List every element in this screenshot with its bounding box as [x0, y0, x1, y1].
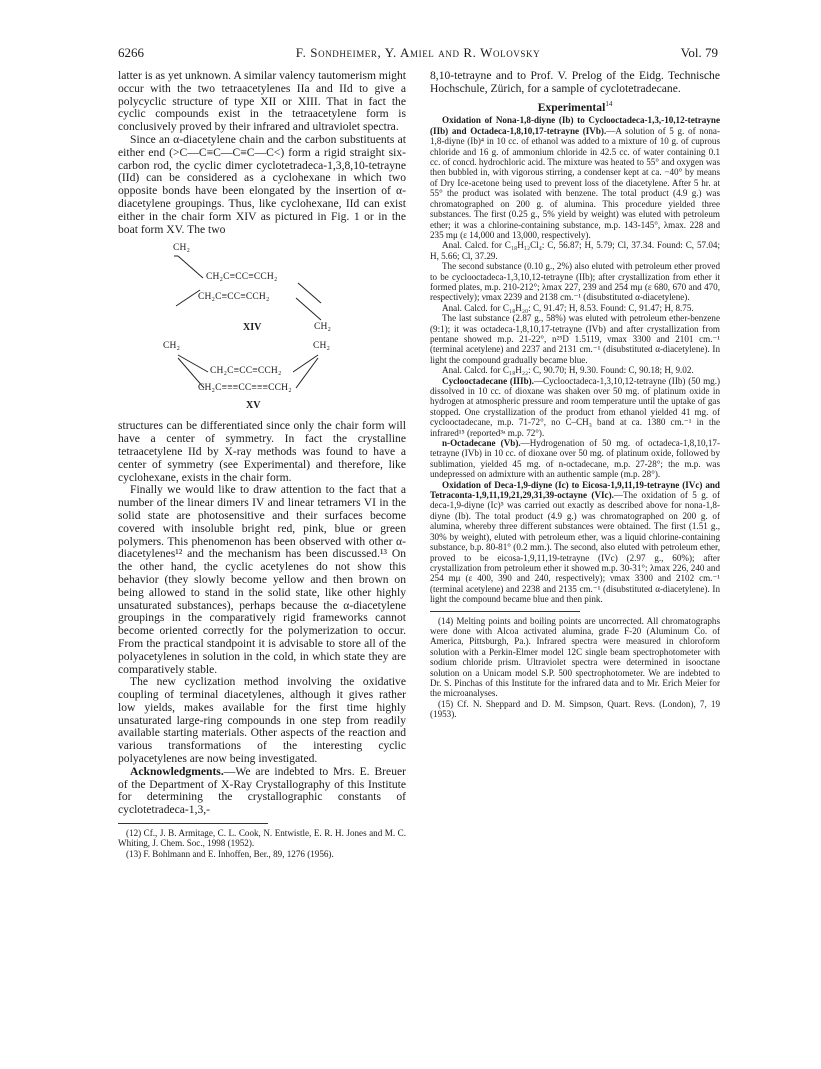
ack-text: —We are indebted to Mrs. E. Breuer of the Department of X-Ray Crystallography of this Institute for determining the crystallographic constants of cyclotetradeca-1,3,- — [118, 764, 406, 817]
xv-lower-chain: CH₂C≡≡≡CC≡≡≡CCH₂ — [198, 383, 292, 394]
xv-right-ch2: CH₂ — [313, 341, 331, 352]
xiv-label: XIV — [243, 322, 262, 334]
left-column — [118, 70, 406, 859]
page-number: 6266 — [118, 45, 144, 60]
figure-chair-boat-structures — [118, 240, 406, 463]
xiv-bottom-ch2: CH₂ — [314, 322, 332, 333]
xv-label: XV — [246, 400, 261, 412]
oxidation-decadiyne — [430, 480, 720, 605]
paragraph-cyclization-method: The new cyclization method involving the oxidative coupling of terminal diacetylenes, although it gives rather low yields, makes available for the first time highly unsaturated large-ring compounds in one step from readily available starting materials. Other aspects of the reaction and various transformations of the interesting cyclic polyacetylenes are now being investigated. — [118, 675, 406, 766]
cyclooctadecane-heading: Cyclooctadecane (IIIb). — [442, 375, 534, 386]
xiv-top-ch2: CH₂ — [173, 243, 191, 254]
paragraph-photosensitive: Finally we would like to draw attention to the fact that a number of the linear dimers IV and linear tetramers VI in the solid state are photosensitive and their surfaces become covered with insoluble bright red, pink, blue or green polymers. This phenomenon has been observed with other α-diacetylenes¹² and the mechanism has been discussed.¹³ On the other hand, the cyclic acetylenes do not show this behavior (they slowly become yellow and then brown on being allowed to stand in the solid state, like other highly unsaturated substances), perhaps because the α-diacetylene groupings in the comparatively rigid frameworks cannot become oriented correctly for the polymerization to occur. From the practical standpoint it is advisable to store all of the polyacetylenes in solution in the cold, in which state they are comparatively stable. — [118, 483, 406, 676]
oxidation-decadiyne-text: —The oxidation of 5 g. of deca-1,9-diyne (Ic)⁵ was carried out exactly as described above for nona-1,8-diyne (Ib). The total product (4.9 g.) was chromatographed on 200 g. of alumina, whereby three different substances were obtained. The first (1.51 g., 30% by weight), eluted with petroleum ether, was a liquid chlorine-containing substance, b.p. 80-81° (0.2 mm.). The second, also eluted with petroleum ether, proved to be eicosa-1,9,11,19-tetrayne (IVc) (2.97 g., 60%); after crystallization from petroleum ether it showed m.p. 30-31°; λmax 226, 240 and 254 mμ (ε 400, 390 and 240, respectively); νmax 3300 and 2102 cm.⁻¹ (terminal acetylene) and 2238 and 2135 cm.⁻¹ (disubstituted α-diacetylene). In light the compound became blue and then pink. — [430, 490, 721, 605]
footnote-12: (12) Cf., J. B. Armitage, C. L. Cook, N. Entwistle, E. R. H. Jones and M. C. Whiting, J. Chem. Soc., 1998 (1952). — [118, 828, 406, 849]
paragraph-ack-continued: 8,10-tetrayne and to Prof. V. Prelog of the Eidg. Technische Hochschule, Zürich, for a sample of cyclotetradecane. — [430, 69, 720, 95]
oxidation-decadiyne-heading: Oxidation of Deca-1,9-diyne (Ic) to Eicosa-1,9,11,19-tetrayne (IVc) and Tetraconta-1,9,11,19,21,29,31,39-octayne (VIc). — [430, 479, 720, 501]
footnote-15: (15) Cf. N. Sheppard and D. M. Simpson, Quart. Revs. (London), 7, 19 (1953). — [430, 698, 720, 720]
footnotes-right — [430, 616, 720, 720]
footnote-rule-right — [430, 611, 580, 612]
last-substance: The last substance (2.87 g., 58%) was eluted with petroleum ether-benzene (9:1); it was octadeca-1,8,10,17-tetrayne (IVb) and after crystallization from pentane showed m.p. 21-22°, n²⁵D 1.5119, νmax 3300 and 2101 cm.⁻¹ (terminal acetylene) and 2237 and 2131 cm.⁻¹ (disubstituted α-diacetylene). In light the compound gradually became blue. — [430, 313, 720, 365]
analysis-3: Anal. Calcd. for C₁₈H₂₂: C, 90.70; H, 9.30. Found: C, 90.18; H, 9.02. — [442, 365, 694, 376]
experimental-section — [430, 115, 720, 604]
running-header — [118, 45, 718, 61]
experimental-title: Experimental — [537, 100, 606, 114]
oxidation-nonadiyne-text: —A solution of 5 g. of nona-1,8-diyne (Ib)⁴ in 10 cc. of ethanol was added to a mixture of 10 g. of cuprous chloride and 16 g. of ammonium chloride in 42.5 cc. of water containing 0.1 cc. of concd. hydrochloric acid. The mixture was heated to 55° and oxygen was then bubbled in, with vigorous stirring, a condenser kept at ca. −40° by means of Dry Ice-acetone being used to prevent loss of the diacetylene. After 5 hr. at 55° the product was isolated with benzene. The total product (4.9 g.) was chromatographed on 200 g. of alumina. This procedure yielded three substances. The first (0.25 g., 5% yield by weight) was eluted with petroleum ether; it was a chlorine-containing substance, m.p. 143-145°, λmax. 228 and 235 mμ (ε 14,000 and 13,000, respectively). — [430, 125, 720, 240]
footnote-rule — [118, 823, 268, 824]
paragraph-diacetylene-rod: Since an α-diacetylene chain and the carbon substituents at either end (>C—C≡C—C≡C—C<) form a rigid straight six-carbon rod, the cyclic dimer cyclotetradeca-1,3,8,10-tetrayne (IId) can be considered as a cyclohexane in which two opposite bonds have been elongated by the insertion of α-diacetylene groupings. Thus, like cyclohexane, IId can exist either in the chair form XIV as pictured in Fig. 1 or in the boat form XV. The two — [118, 132, 406, 236]
header-volume: Vol. 79 — [680, 45, 718, 60]
cyclooctadecane-prep — [430, 376, 720, 438]
experimental-ref: 14 — [605, 99, 613, 108]
footnotes-left — [118, 828, 406, 859]
octadecane-heading: n-Octadecane (Vb). — [442, 438, 521, 449]
octadecane-prep — [430, 438, 720, 480]
xiv-lower-chain: CH₂C≡CC≡CCH₂ — [198, 292, 270, 303]
xv-upper-chain: CH₂C≡CC≡CCH₂ — [210, 366, 282, 377]
xiv-upper-chain: CH₂C≡CC≡CCH₂ — [206, 272, 278, 283]
analysis-2: Anal. Calcd. for C₁₈H₂₀: C, 91.47; H, 8.53. Found: C, 91.47; H, 8.75. — [442, 302, 694, 313]
header-authors: F. Sondheimer, Y. Amiel and R. Wolovsky — [295, 45, 541, 60]
right-column — [430, 70, 720, 720]
footnote-13: (13) F. Bohlmann and E. Inhoffen, Ber., 89, 1276 (1956). — [126, 848, 334, 859]
oxidation-nonadiyne-heading: Oxidation of Nona-1,8-diyne (Ib) to Cyclooctadeca-1,3,-10,12-tetrayne (IIb) and Octadeca-1,8,10,17-tetrayne (IVb). — [430, 115, 720, 136]
acknowledgments — [118, 766, 406, 817]
paragraph-center-symmetry: structures can be differentiated since only the chair form will have a center of symmetry. In fact the crystalline tetraacetylene IId by X-ray methods was found to have a center of symmetry (see Experimental) and therefore, like cyclohexane, exists in the chair form. — [118, 419, 406, 484]
paragraph-continued: latter is as yet unknown. A similar valency tautomerism might occur with the two tetraacetylenes IIa and IId to give a polycyclic structure of type XII or XIII. That in fact the cyclic compounds exist in the tetraacetylene form is conclusively proved by their infrared and ultraviolet spectra. — [118, 69, 406, 134]
experimental-heading — [430, 97, 720, 115]
analysis-1: Anal. Calcd. for C₁₈H₁₂Cl₄: C, 56.87; H, 5.79; Cl, 37.34. Found: C, 57.04; H, 5.66; Cl, 37.29. — [430, 240, 720, 261]
octadecane-text: —Hydrogenation of 50 mg. of octadeca-1,8,10,17-tetrayne (IVb) in 10 cc. of dioxane over 50 mg. of platinum oxide, followed by sublimation, yielded 45 mg. of n-octadecane, m.p. 27-28°; the m.p. was undepressed on admixture with an authentic sample (m.p. 28°). — [430, 438, 720, 480]
cyclooctadecane-text: —Cyclooctadeca-1,3,10,12-tetrayne (IIb) (50 mg.) dissolved in 10 cc. of dioxane was shaken over 50 mg. of platinum oxide in hydrogen at atmospheric pressure and room temperature until the uptake of gas stopped. One crystallization of the product from ethanol yielded 41 mg. of cyclooctadecane, m.p. 71-72°, no C–CH₃ band at ca. 1380 cm.⁻¹ in the infrared¹⁵ (reported³ᵃ m.p. 72°). — [430, 375, 720, 438]
xv-left-ch2: CH₂ — [163, 341, 181, 352]
second-substance: The second substance (0.10 g., 2%) also eluted with petroleum ether proved to be cyclooctadeca-1,3,10,12-tetrayne (IIb); after crystallization from ether it formed plates, m.p. 210-212°; λmax 227, 239 and 254 mμ (ε 680, 670 and 470, respectively); νmax 2239 and 2138 cm.⁻¹ (disubstituted α-diacetylene). — [430, 261, 720, 303]
oxidation-nonadiyne — [430, 115, 720, 240]
ack-heading: Acknowledgments. — [130, 764, 224, 778]
footnote-14: (14) Melting points and boiling points are uncorrected. All chromatographs were done with Alcoa activated alumina, grade F-20 (Aluminum Co. of America, Pittsburgh, Pa.). Infrared spectra were measured in chloroform solution with a Perkin-Elmer model 12C single beam spectrophotometer with sodium chloride prism. Ultraviolet spectra were determined in isooctane solution on a Unicam model S.P. 500 spectrophotometer. We are indebted to Dr. S. Pinchas of this Institute for the infrared data and to Mr. Erich Meier for the microanalyses. — [430, 615, 720, 699]
